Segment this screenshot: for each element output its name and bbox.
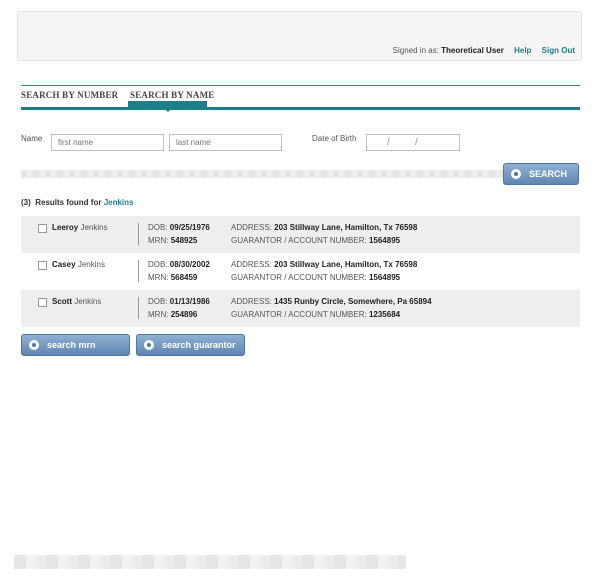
- help-link[interactable]: Help: [514, 46, 532, 55]
- guarantor-value: GUARANTOR / ACCOUNT NUMBER: 1564895: [231, 236, 401, 245]
- search-mrn-label: search mrn: [47, 340, 96, 350]
- signed-in-label: Signed in as:: [392, 46, 439, 55]
- results-found-text: Results found for: [35, 198, 102, 207]
- search-button-label: SEARCH: [529, 169, 568, 179]
- tabs-top-divider: [21, 85, 580, 86]
- mrn-value: MRN: 254896: [148, 310, 198, 319]
- dob-label: Date of Birth: [312, 134, 357, 143]
- header-bar: [17, 11, 582, 61]
- result-row[interactable]: [21, 216, 580, 253]
- tab-search-by-name[interactable]: SEARCH BY NAME: [130, 90, 215, 100]
- radio-circle-icon: [511, 169, 521, 179]
- first-name-input[interactable]: [51, 134, 164, 151]
- row-divider: [138, 297, 139, 319]
- radio-circle-icon: [29, 340, 39, 350]
- checkbox-icon[interactable]: [38, 261, 47, 270]
- guarantor-value: GUARANTOR / ACCOUNT NUMBER: 1235684: [231, 310, 401, 319]
- search-button[interactable]: [503, 163, 579, 185]
- results-query: Jenkins: [103, 198, 134, 207]
- search-guarantor-button[interactable]: [136, 334, 245, 356]
- row-divider: [138, 260, 139, 282]
- last-name-input[interactable]: [169, 134, 282, 151]
- guarantor-value: GUARANTOR / ACCOUNT NUMBER: 1564895: [231, 273, 401, 282]
- mrn-value: MRN: 548925: [148, 236, 198, 245]
- address-value: ADDRESS: 203 Stillway Lane, Hamilton, Tx 76598: [231, 260, 418, 269]
- address-value: ADDRESS: 1435 Runby Circle, Somewhere, Pa 65894: [231, 297, 432, 306]
- name-label: Name: [21, 134, 43, 143]
- address-value: ADDRESS: 203 Stillway Lane, Hamilton, Tx 76598: [231, 223, 418, 232]
- user-status: [393, 46, 575, 55]
- dob-separator: /: [387, 137, 390, 148]
- dob-value: DOB: 08/30/2002: [148, 260, 210, 269]
- dob-value: DOB: 01/13/1986: [148, 297, 210, 306]
- tab-search-by-number[interactable]: SEARCH BY NUMBER: [21, 90, 119, 100]
- checkbox-icon[interactable]: [38, 224, 47, 233]
- active-tab-arrow-icon: [163, 107, 173, 112]
- tabs-bottom-divider: [21, 107, 580, 110]
- search-progress-track: [21, 170, 561, 178]
- search-guarantor-label: search guarantor: [162, 340, 236, 350]
- patient-name: Scott Jenkins: [52, 297, 102, 306]
- radio-circle-icon: [144, 340, 154, 350]
- checkbox-icon[interactable]: [38, 298, 47, 307]
- blurred-footer: [14, 555, 406, 569]
- sign-out-link[interactable]: Sign Out: [541, 46, 575, 55]
- dob-input[interactable]: [366, 134, 460, 151]
- patient-name: Casey Jenkins: [52, 260, 105, 269]
- row-divider: [138, 223, 139, 245]
- result-row[interactable]: [21, 290, 580, 327]
- mrn-value: MRN: 568459: [148, 273, 198, 282]
- results-summary: [21, 198, 133, 207]
- dob-value: DOB: 09/25/1976: [148, 223, 210, 232]
- results-count: (3): [21, 198, 31, 207]
- search-mrn-button[interactable]: [21, 334, 130, 356]
- dob-separator: /: [415, 137, 418, 148]
- result-row[interactable]: [21, 253, 580, 290]
- user-name: Theoretical User: [441, 46, 504, 55]
- patient-name: Leeroy Jenkins: [52, 223, 108, 232]
